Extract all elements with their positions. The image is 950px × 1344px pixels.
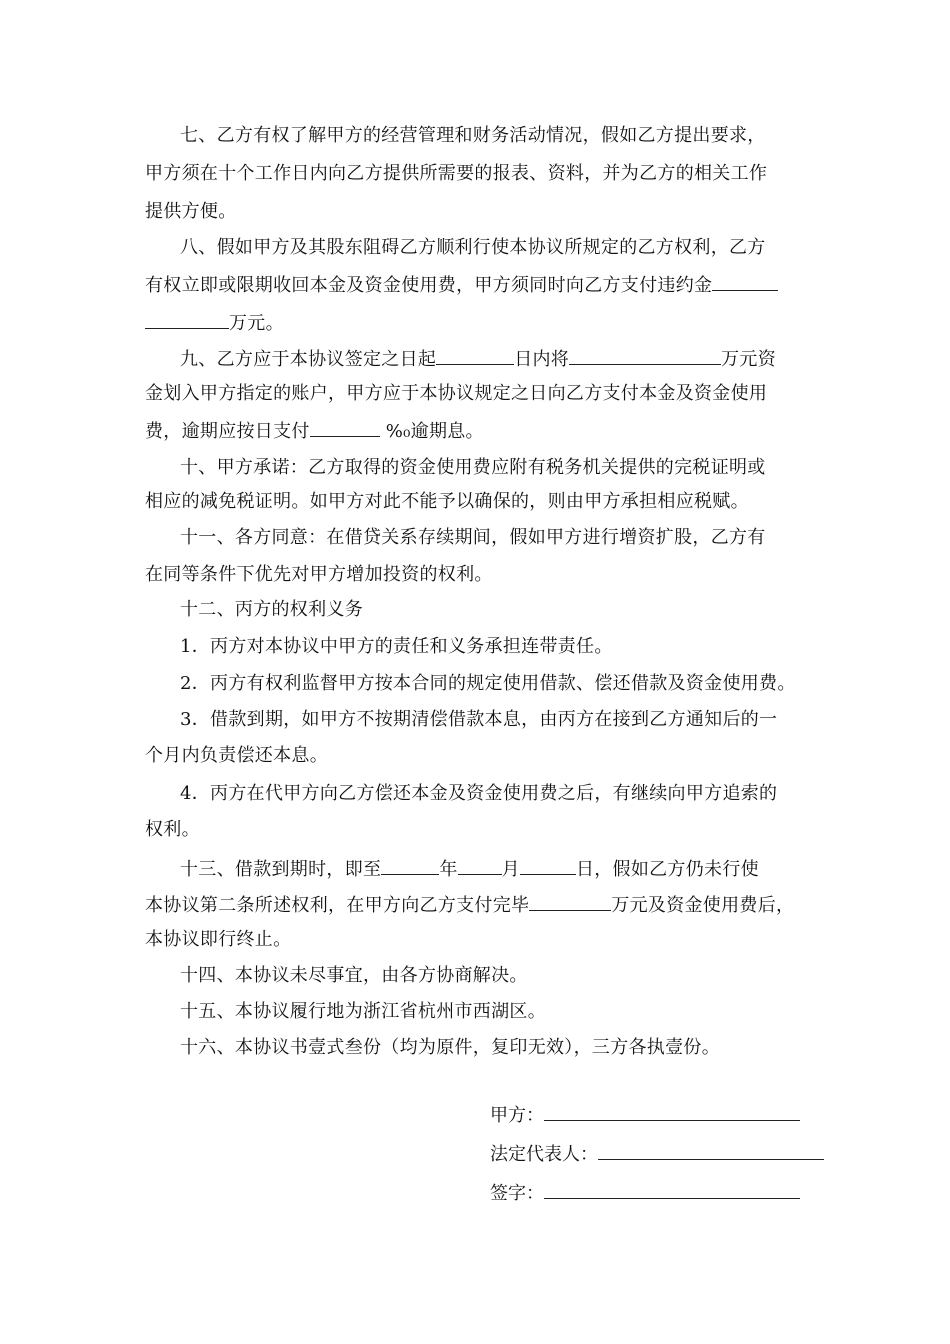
clause-11-line-2: 在同等条件下优先对甲方增加投资的权利。 <box>145 564 493 585</box>
party-a-signature-line <box>544 1102 800 1121</box>
legal-rep-label: 法定代表人： <box>490 1144 598 1165</box>
funds-amount-blank <box>569 346 721 365</box>
signature-legal-rep-row <box>490 1141 824 1167</box>
clause-9-text-d: 费，逾期应按日支付 <box>145 421 310 442</box>
clause-7-line-2: 甲方须在十个工作日内向乙方提供所需要的报表、资料，并为乙方的相关工作 <box>145 163 768 184</box>
month-blank <box>458 856 502 875</box>
clause-10-line-2: 相应的减免税证明。如甲方对此不能予以确保的，则由甲方承担相应税赋。 <box>145 491 749 512</box>
signature-sign-row <box>490 1180 800 1206</box>
year-blank <box>381 856 439 875</box>
repayment-amount-blank <box>529 892 611 911</box>
clause-11-line-1: 十一、各方同意：在借贷关系存续期间，假如甲方进行增资扩股，乙方有 <box>180 527 766 548</box>
clause-13-line-1 <box>180 856 759 882</box>
clause-9-line-1 <box>180 346 776 372</box>
sign-label: 签字： <box>490 1183 544 1204</box>
clause-7-line-1: 七、乙方有权了解甲方的经营管理和财务活动情况，假如乙方提出要求， <box>180 125 766 146</box>
clause-14: 十四、本协议未尽事宜，由各方协商解决。 <box>180 965 528 986</box>
clause-8-suffix: 万元。 <box>229 313 284 334</box>
signature-party-a-row <box>490 1102 800 1128</box>
day-blank <box>520 856 576 875</box>
clause-13-text-d: 万元及资金使用费后， <box>611 895 795 916</box>
clause-9-text-b: 日内将 <box>514 349 570 370</box>
year-label: 年 <box>439 859 458 880</box>
clause-9-text-a: 九、乙方应于本协议签定之日起 <box>180 349 437 370</box>
clause-8-line-2 <box>145 272 778 298</box>
clause-12-item-3-line-2: 个月内负责偿还本息。 <box>145 745 328 766</box>
clause-13-text-b: 日，假如乙方仍未行使 <box>575 859 759 880</box>
clause-9-line-3 <box>145 418 484 444</box>
party-a-label: 甲方： <box>490 1105 544 1126</box>
clause-8-line-1: 八、假如甲方及其股东阻碍乙方顺利行使本协议所规定的乙方权利，乙方 <box>180 237 766 258</box>
month-label: 月 <box>501 859 520 880</box>
clause-12-title: 十二、丙方的权利义务 <box>180 599 363 620</box>
clause-12-item-3-line-1: 3．借款到期，如甲方不按期清偿借款本息，由丙方在接到乙方通知后的一 <box>180 709 778 730</box>
clause-12-item-1: 1．丙方对本协议中甲方的责任和义务承担连带责任。 <box>180 636 613 657</box>
clause-9-text-e: %₀逾期息。 <box>379 421 484 442</box>
clause-16: 十六、本协议书壹式叁份（均为原件，复印无效），三方各执壹份。 <box>180 1037 720 1058</box>
clause-12-item-4-line-2: 权利。 <box>145 819 200 840</box>
clause-7-line-3: 提供方便。 <box>145 201 237 222</box>
clause-13-line-2 <box>145 892 794 918</box>
clause-15: 十五、本协议履行地为浙江省杭州市西湖区。 <box>180 1001 546 1022</box>
clause-12-item-2: 2．丙方有权利监督甲方按本合同的规定使用借款、偿还借款及资金使用费。 <box>180 673 796 694</box>
clause-10-line-1: 十、甲方承诺：乙方取得的资金使用费应附有税务机关提供的完税证明或 <box>180 457 766 478</box>
overdue-rate-blank <box>310 418 380 437</box>
legal-rep-signature-line <box>598 1141 824 1160</box>
clause-13-text-c: 本协议第二条所述权利，在甲方向乙方支付完毕 <box>145 895 530 916</box>
clause-9-line-2: 金划入甲方指定的账户，甲方应于本协议规定之日向乙方支付本金及资金使用 <box>145 383 768 404</box>
penalty-amount-blank <box>712 272 778 291</box>
clause-9-text-c: 万元资 <box>721 349 777 370</box>
clause-13-text-a: 十三、借款到期时，即至 <box>180 859 382 880</box>
penalty-amount-blank-cont <box>145 310 229 329</box>
clause-8-text: 有权立即或限期收回本金及资金使用费，甲方须同时向乙方支付违约金 <box>145 275 713 296</box>
clause-12-item-4-line-1: 4．丙方在代甲方向乙方偿还本金及资金使用费之后，有继续向甲方追索的 <box>180 783 778 804</box>
clause-8-line-3 <box>145 310 284 336</box>
clause-13-line-3: 本协议即行终止。 <box>145 929 292 950</box>
days-blank <box>436 346 514 365</box>
sign-signature-line <box>544 1180 800 1199</box>
